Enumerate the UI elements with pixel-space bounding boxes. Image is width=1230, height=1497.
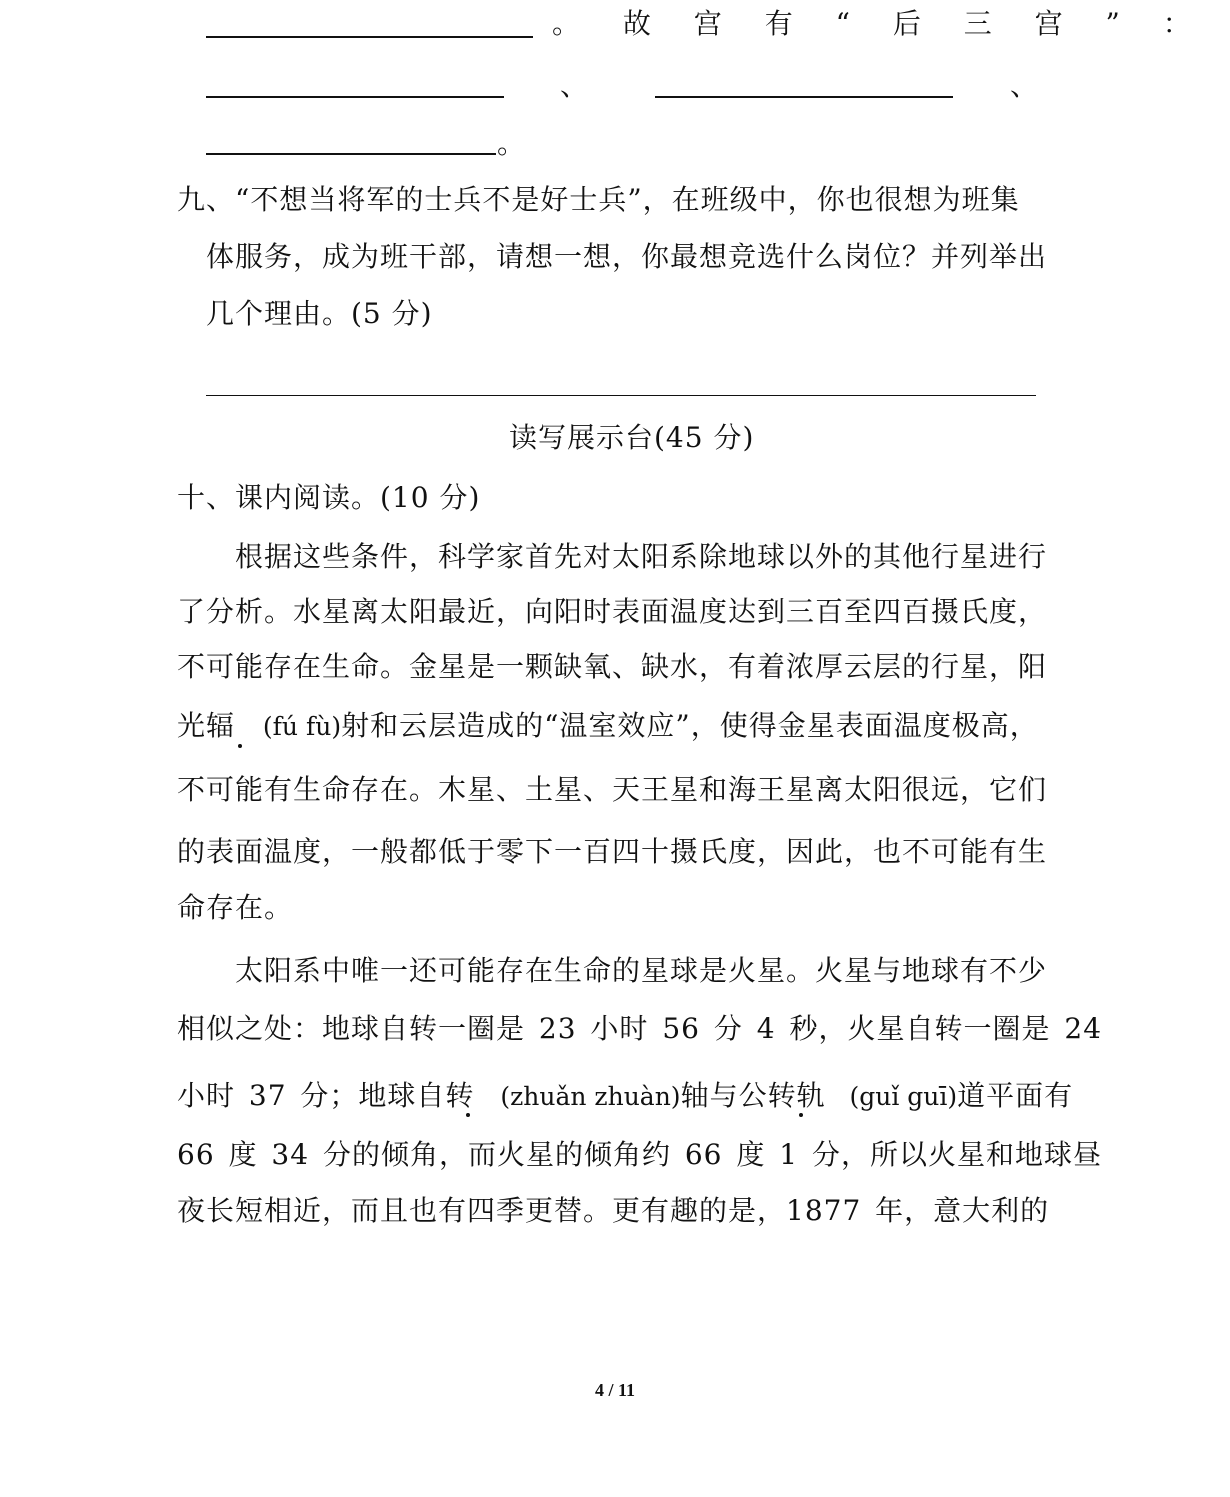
page-number: 4 / 11	[594, 1380, 635, 1400]
answer-blank-1[interactable]	[206, 36, 533, 38]
passage-p1-line-1: 根据这些条件，科学家首先对太阳系除地球以外的其他行星进行	[235, 540, 1048, 573]
passage-p2-line-3	[177, 1079, 1074, 1112]
answer-blank-3[interactable]	[655, 96, 953, 98]
question-9-line-2: 体服务，成为班干部，请想一想，你最想竞选什么岗位？并列举出	[206, 240, 1048, 273]
passage-p2-line-4: 66 度 34 分的倾角，而火星的倾角约 66 度 1 分，所以火星和地球昼	[177, 1138, 1103, 1171]
top-line-1	[552, 7, 1199, 40]
pinyin-choice-gui[interactable]: (guǐ guī)	[849, 1082, 958, 1111]
passage-p1-line-6: 的表面温度，一般都低于零下一百四十摄氏度，因此，也不可能有生	[177, 835, 1048, 868]
emphasis-dot-zhuan	[466, 1113, 470, 1117]
passage-p2-line-1: 太阳系中唯一还可能存在生命的星球是火星。火星与地球有不少	[235, 954, 1048, 987]
passage-p2-line-2: 相似之处：地球自转一圈是 23 小时 56 分 4 秒，火星自转一圈是 24	[177, 1012, 1103, 1045]
question-9-line-3: 几个理由。(5 分)	[206, 297, 433, 330]
separator-2: 、	[1010, 69, 1040, 102]
answer-blank-4[interactable]	[206, 153, 496, 155]
passage-p2-line-5: 夜长短相近，而且也有四季更替。更有趣的是，1877 年，意大利的	[177, 1194, 1050, 1227]
top-line-1-text: 。 故 宫 有 “ 后 三 宫 ” ：	[552, 7, 1199, 40]
question-10-title: 十、课内阅读。(10 分)	[177, 481, 481, 514]
line3-period: 。	[497, 127, 527, 160]
passage-p1-line-4	[177, 709, 1039, 742]
separator-1: 、	[560, 69, 590, 102]
pinyin-choice-fu[interactable]: (fú fù)	[262, 712, 342, 741]
emphasis-dot-fu	[238, 744, 242, 748]
answer-line-question-9[interactable]	[206, 395, 1036, 396]
passage-p1-line-5: 不可能有生命存在。木星、土星、天王星和海王星离太阳很远，它们	[177, 773, 1048, 806]
passage-p1-line-4-a: 光辐	[177, 709, 236, 742]
answer-blank-2[interactable]	[206, 96, 504, 98]
section-title: 读写展示台(45 分)	[509, 421, 755, 454]
passage-p1-line-2: 了分析。水星离太阳最近，向阳时表面温度达到三百至四百摄氏度，	[177, 595, 1048, 628]
pinyin-choice-zhuan[interactable]: (zhuǎn zhuàn)	[500, 1082, 681, 1111]
passage-p1-line-3: 不可能存在生命。金星是一颗缺氧、缺水，有着浓厚云层的行星，阳	[177, 650, 1048, 683]
emphasis-dot-gui	[799, 1113, 803, 1117]
passage-p1-line-7: 命存在。	[177, 891, 294, 924]
passage-p2-line-3-c: 道平面有	[957, 1079, 1074, 1112]
question-9-line-1: 九、“不想当将军的士兵不是好士兵”，在班级中，你也很想为班集	[177, 183, 1020, 216]
passage-p2-line-3-b: 轴与公转轨	[680, 1079, 826, 1112]
passage-p2-line-3-a: 小时 37 分；地球自转	[177, 1079, 475, 1112]
passage-p1-line-4-b: 射和云层造成的“温室效应”，使得金星表面温度极高，	[341, 709, 1039, 742]
